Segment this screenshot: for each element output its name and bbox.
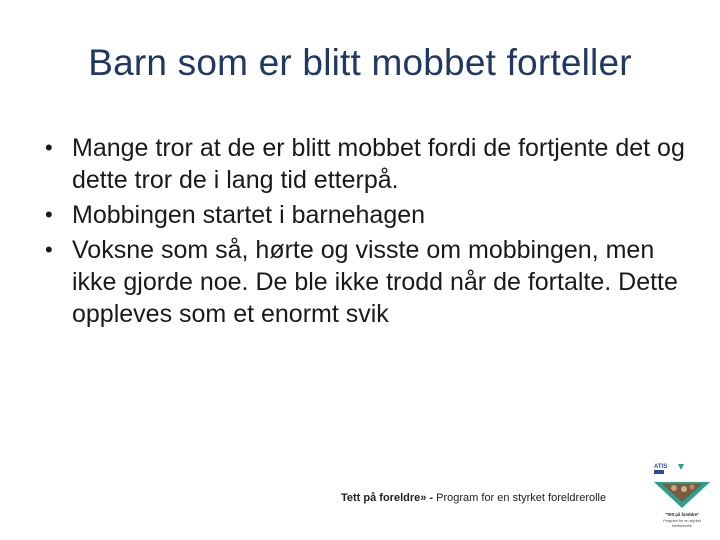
logo-caption-line2: Program for en styrket: [663, 519, 701, 523]
footer-program-desc: Program for en styrket foreldrerolle: [433, 492, 607, 504]
bullet-item: [42, 132, 692, 196]
bullet-text: Mange tror at de er blitt mobbet fordi de fortjente det og dette tror de i lang tid etterpå.: [72, 134, 685, 194]
logo-top-text: ATIS: [654, 464, 668, 470]
footer-program-name: Tett på foreldre» -: [341, 492, 434, 504]
slide-title: Barn som er blitt mobbet forteller: [88, 42, 632, 83]
bullet-item: [42, 199, 692, 231]
logo-mark-left: [654, 470, 664, 474]
bullet-glyph: •: [45, 135, 53, 160]
logo-caption-line3: foreldrerolle: [671, 524, 693, 528]
bullet-glyph: •: [45, 202, 53, 227]
bullet-list: [42, 132, 692, 333]
logo-mark-right-icon: [678, 464, 684, 470]
logo-caption-line1: "Tett på foreldre": [664, 512, 700, 517]
program-logo-icon: [650, 460, 714, 534]
bullet-item: [42, 234, 692, 330]
bullet-glyph: •: [45, 237, 53, 262]
logo-photo-face: [681, 486, 687, 492]
bullet-text: Mobbingen startet i barnehagen: [72, 201, 426, 229]
logo-photo-face: [689, 484, 694, 489]
footer-program-text: [341, 492, 606, 504]
logo-photo-face: [671, 485, 677, 491]
bullet-text: Voksne som så, hørte og visste om mobbingen, men ikke gjorde noe. De ble ikke trodd når de fortalte. Dette oppleves som et enormt svik: [72, 236, 678, 328]
